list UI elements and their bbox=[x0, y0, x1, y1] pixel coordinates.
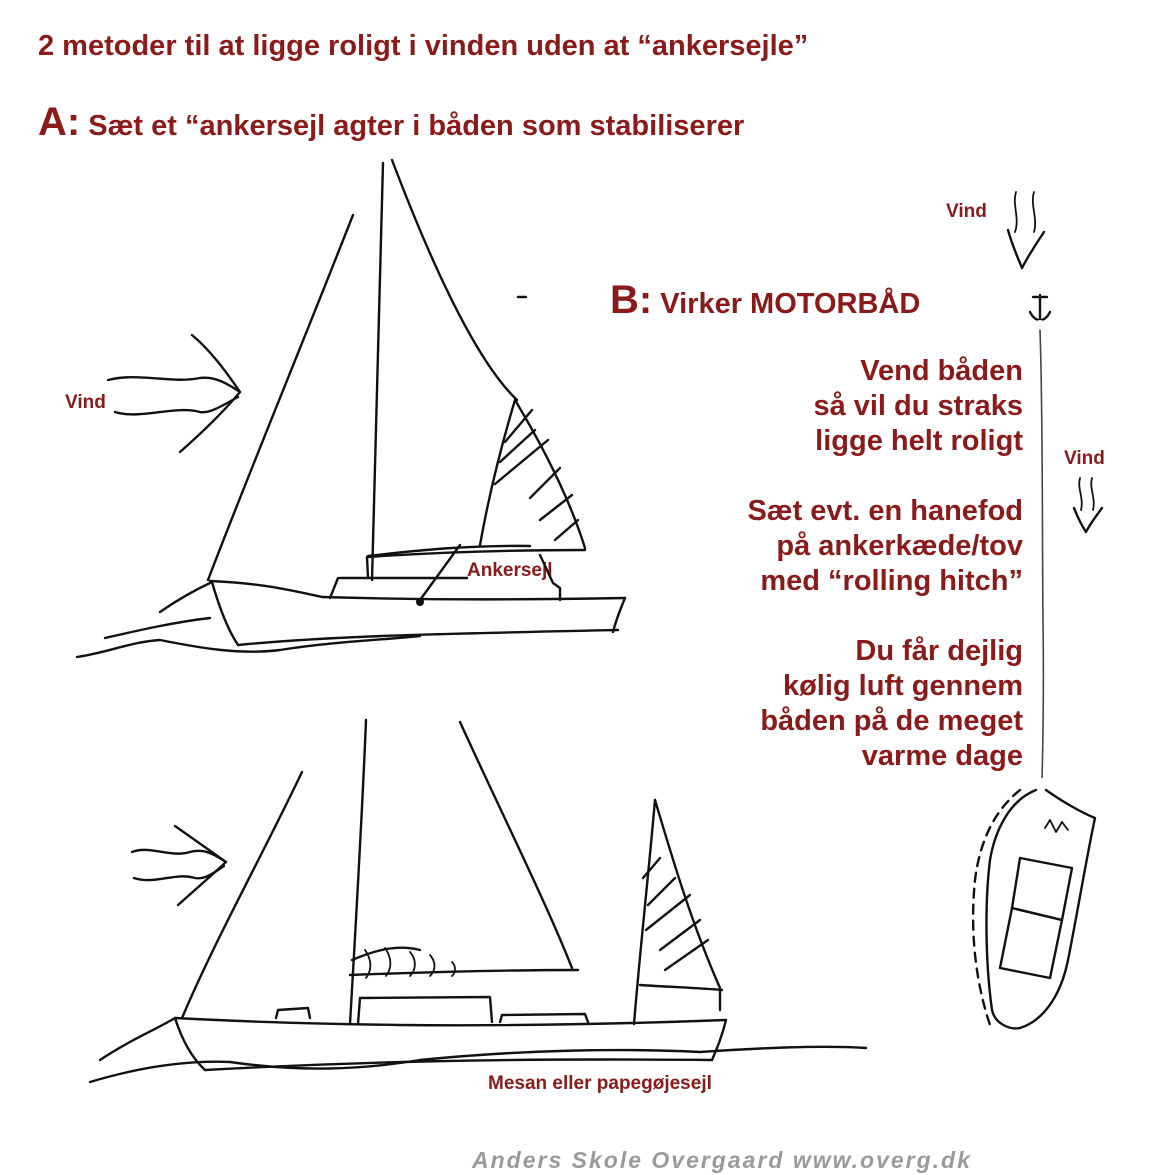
wind-label-top: Vind bbox=[946, 201, 987, 222]
instruction-line: varme dage bbox=[861, 740, 1023, 772]
instruction-line: kølig luft gennem bbox=[782, 670, 1023, 702]
instruction-line: så vil du straks bbox=[813, 390, 1023, 422]
credit-watermark: Anders Skole Overgaard www.overg.dk bbox=[472, 1147, 972, 1173]
wind-arrow-icon bbox=[1074, 478, 1102, 532]
instruction-line: Vend båden bbox=[860, 355, 1023, 387]
wind-arrow-icon bbox=[108, 335, 240, 452]
ankersejl-label: Ankersejl bbox=[467, 560, 553, 581]
method-b-text: Virker MOTORBÅD bbox=[660, 288, 921, 320]
motorboat-top-view-sketch bbox=[973, 778, 1095, 1028]
mesan-label: Mesan eller papegøjesejl bbox=[488, 1073, 712, 1094]
instruction-line: Du får dejlig bbox=[855, 635, 1023, 667]
wind-label-boat-a: Vind bbox=[65, 392, 106, 413]
wind-arrow-icon bbox=[1008, 192, 1044, 268]
method-a-letter: A: bbox=[38, 100, 81, 144]
wind-arrow-icon bbox=[132, 826, 226, 905]
wind-label-motorboat: Vind bbox=[1064, 448, 1105, 469]
instruction-line: ligge helt roligt bbox=[815, 425, 1023, 457]
method-a-text: Sæt et “ankersejl agter i båden som stabiliserer bbox=[88, 110, 745, 142]
anchor-icon bbox=[1030, 295, 1050, 328]
instruction-line: med “rolling hitch” bbox=[760, 565, 1023, 597]
sailboat-a-sketch bbox=[77, 160, 625, 657]
sailboat-mesan-sketch bbox=[90, 720, 866, 1082]
instruction-line: båden på de meget bbox=[760, 705, 1023, 737]
method-b-letter: B: bbox=[610, 278, 653, 322]
page-title: 2 metoder til at ligge roligt i vinden uden at “ankersejle” bbox=[38, 30, 809, 62]
instruction-line: på ankerkæde/tov bbox=[776, 530, 1023, 562]
instruction-line: Sæt evt. en hanefod bbox=[747, 495, 1023, 527]
